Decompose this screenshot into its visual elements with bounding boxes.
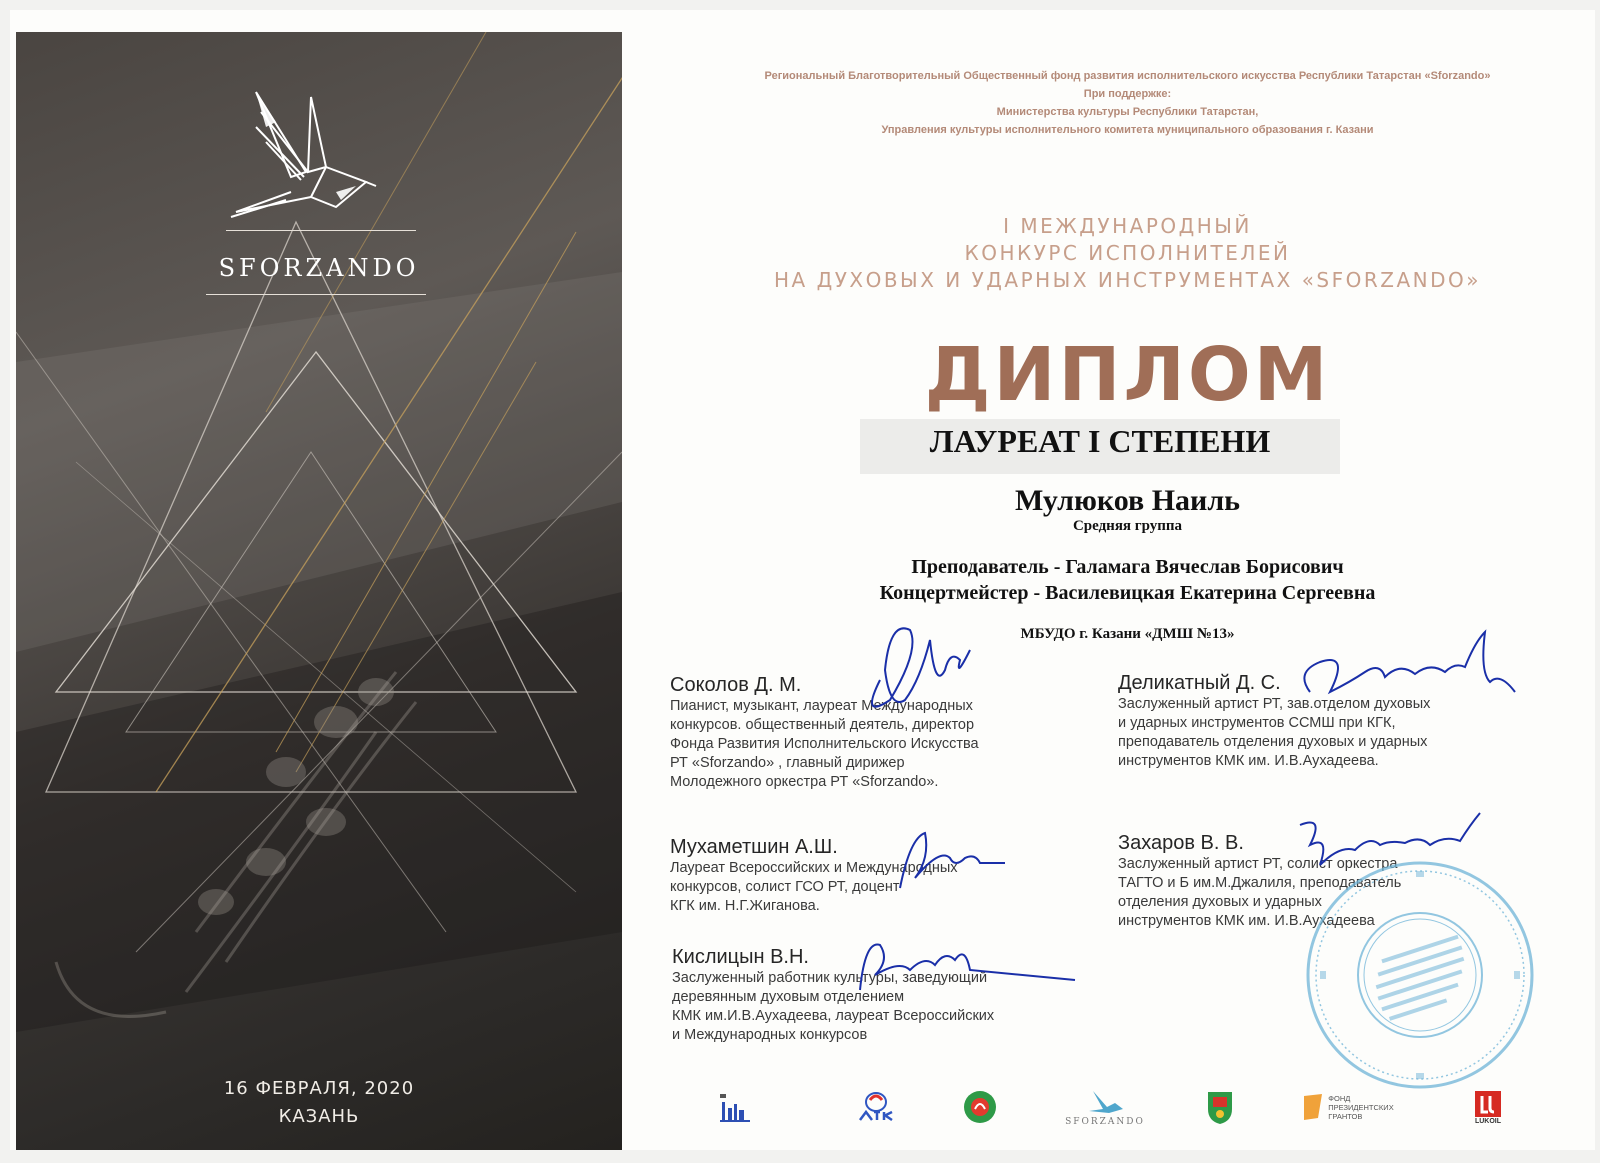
signature-mukhametshin [880, 818, 1010, 898]
jury-desc-line: и Международных конкурсов [672, 1027, 868, 1043]
jury-name: Кислицын В.Н. [672, 946, 809, 968]
jury-name: Захаров В. В. [1118, 832, 1244, 854]
jury-desc-line: и ударных инструментов ССМШ при КГК, [1118, 715, 1396, 731]
jury-name: Мухаметшин А.Ш. [670, 836, 838, 858]
skyline-icon [718, 1090, 752, 1124]
partner-logo-skyline [710, 1082, 760, 1132]
support-administration: Управления культуры исполнительного комитета муниципального образования г. Казани [881, 124, 1374, 136]
support-ministry: Министерства культуры Республики Татарстан, [996, 106, 1259, 118]
jury-desc-line: отделения духовых и ударных [1118, 894, 1322, 910]
jury-name: Соколов Д. М. [670, 674, 802, 696]
support-label: При поддержке: [1083, 88, 1172, 100]
signature-zakharov [1280, 805, 1500, 875]
partner-logo-tatarstan [955, 1082, 1005, 1132]
jury-desc-line: Молодежного оркестра РТ «Sforzando». [670, 774, 939, 790]
jury-desc-line: Фонда Развития Исполнительского Искусства [670, 736, 979, 752]
partner-logo-lukoil [1463, 1082, 1513, 1132]
jury-desc-line: деревянным духовым отделением [672, 989, 905, 1005]
grants-flag-icon [1302, 1092, 1324, 1122]
jury-desc-line: инструментов КМК им. И.В.Аухадеева [1118, 913, 1375, 929]
jury-desc-line: Заслуженный артист РТ, солист оркестра [1118, 856, 1398, 872]
jury-desc-line: Заслуженный работник культуры, заведующий [672, 970, 988, 986]
lukoil-logo-icon [1474, 1090, 1502, 1118]
partner-logo-sforzando [1050, 1082, 1160, 1132]
kazan-crest-icon [1205, 1089, 1235, 1125]
partner-logo-ratk [846, 1082, 906, 1132]
jury-desc-line: инструментов КМК им. И.В.Аухадеева. [1118, 753, 1379, 769]
grants-text-line: ГРАНТОВ [1328, 1111, 1363, 1121]
ratk-logo-icon [854, 1090, 898, 1124]
jury-desc-line: ТАГТО и Б им.М.Джалиля, преподаватель [1118, 875, 1402, 891]
logo-rule-bottom [206, 294, 426, 295]
sforzando-bird-logo [216, 82, 386, 232]
jury-desc-line: КГК им. Н.Г.Жиганова. [670, 898, 820, 914]
award-level: ЛАУРЕАТ I СТЕПЕНИ [929, 423, 1271, 459]
jury-desc-line: Пианист, музыкант, лауреат Международных [670, 698, 973, 714]
jury-desc-line: РТ «Sforzando» , главный дирижер [670, 755, 905, 771]
signature-kislitsyn [840, 930, 1080, 1000]
logo-rule-top [226, 230, 416, 231]
diploma-sheet [10, 10, 1595, 1150]
partner-logo-kazan [1195, 1082, 1245, 1132]
left-decorative-panel [16, 32, 622, 1150]
teacher: Преподаватель - Галамага Вячеслав Борисович [911, 556, 1344, 578]
jury-desc-line: конкурсов. общественный деятель, директор [670, 717, 975, 733]
organizer-line: Региональный Благотворительный Общественный фонд развития исполнительского искусства Республики Татарстан «Sforzando» [764, 70, 1491, 82]
jury-desc-line: Заслуженный артист РТ, зав.отделом духовых [1118, 696, 1431, 712]
lukoil-wordmark: LUKOIL [1474, 1117, 1502, 1125]
jury-desc-line: КМК им.И.В.Аухадеева, лауреат Всероссийских [672, 1008, 995, 1024]
jury-desc-line: Лауреат Всероссийских и Международных [670, 860, 958, 876]
grants-text-line: ПРЕЗИДЕНТСКИХ [1328, 1102, 1394, 1112]
event-date: 16 ФЕВРАЛЯ, 2020 [223, 1078, 415, 1099]
logo-wordmark: SFORZANDO [218, 254, 420, 282]
diploma-title: ДИПЛОМ [924, 332, 1331, 418]
partner-logo-presidential-grants [1293, 1082, 1403, 1132]
accompanist: Концертмейстер - Василевицкая Екатерина Сергеевна [879, 582, 1376, 604]
school: МБУДО г. Казани «ДМШ №13» [1020, 626, 1235, 642]
jury-desc-line: конкурсов, солист ГСО РТ, доцент [670, 879, 900, 895]
grants-text-line: ФОНД [1328, 1093, 1351, 1103]
organization-stamp [1300, 855, 1540, 1095]
event-city: КАЗАНЬ [278, 1106, 360, 1127]
sforzando-mini-wordmark: SFORZANDO [1065, 1117, 1145, 1127]
contest-title-line-2: КОНКУРС ИСПОЛНИТЕЛЕЙ [964, 241, 1291, 265]
contest-title-line-3: НА ДУХОВЫХ И УДАРНЫХ ИНСТРУМЕНТАХ «SFORZANDO» [774, 268, 1481, 292]
age-group: Средняя группа [1072, 518, 1183, 534]
recipient-name: Мулюков Наиль [1014, 484, 1241, 517]
tatarstan-emblem-icon [962, 1089, 998, 1125]
signature-sokolov [850, 610, 990, 730]
jury-name: Деликатный Д. С. [1118, 672, 1281, 694]
signature-delikatny [1290, 622, 1520, 712]
contest-title-line-1: I МЕЖДУНАРОДНЫЙ [1003, 214, 1252, 238]
jury-desc-line: преподаватель отделения духовых и ударных [1118, 734, 1428, 750]
sforzando-bird-icon [1085, 1087, 1125, 1117]
